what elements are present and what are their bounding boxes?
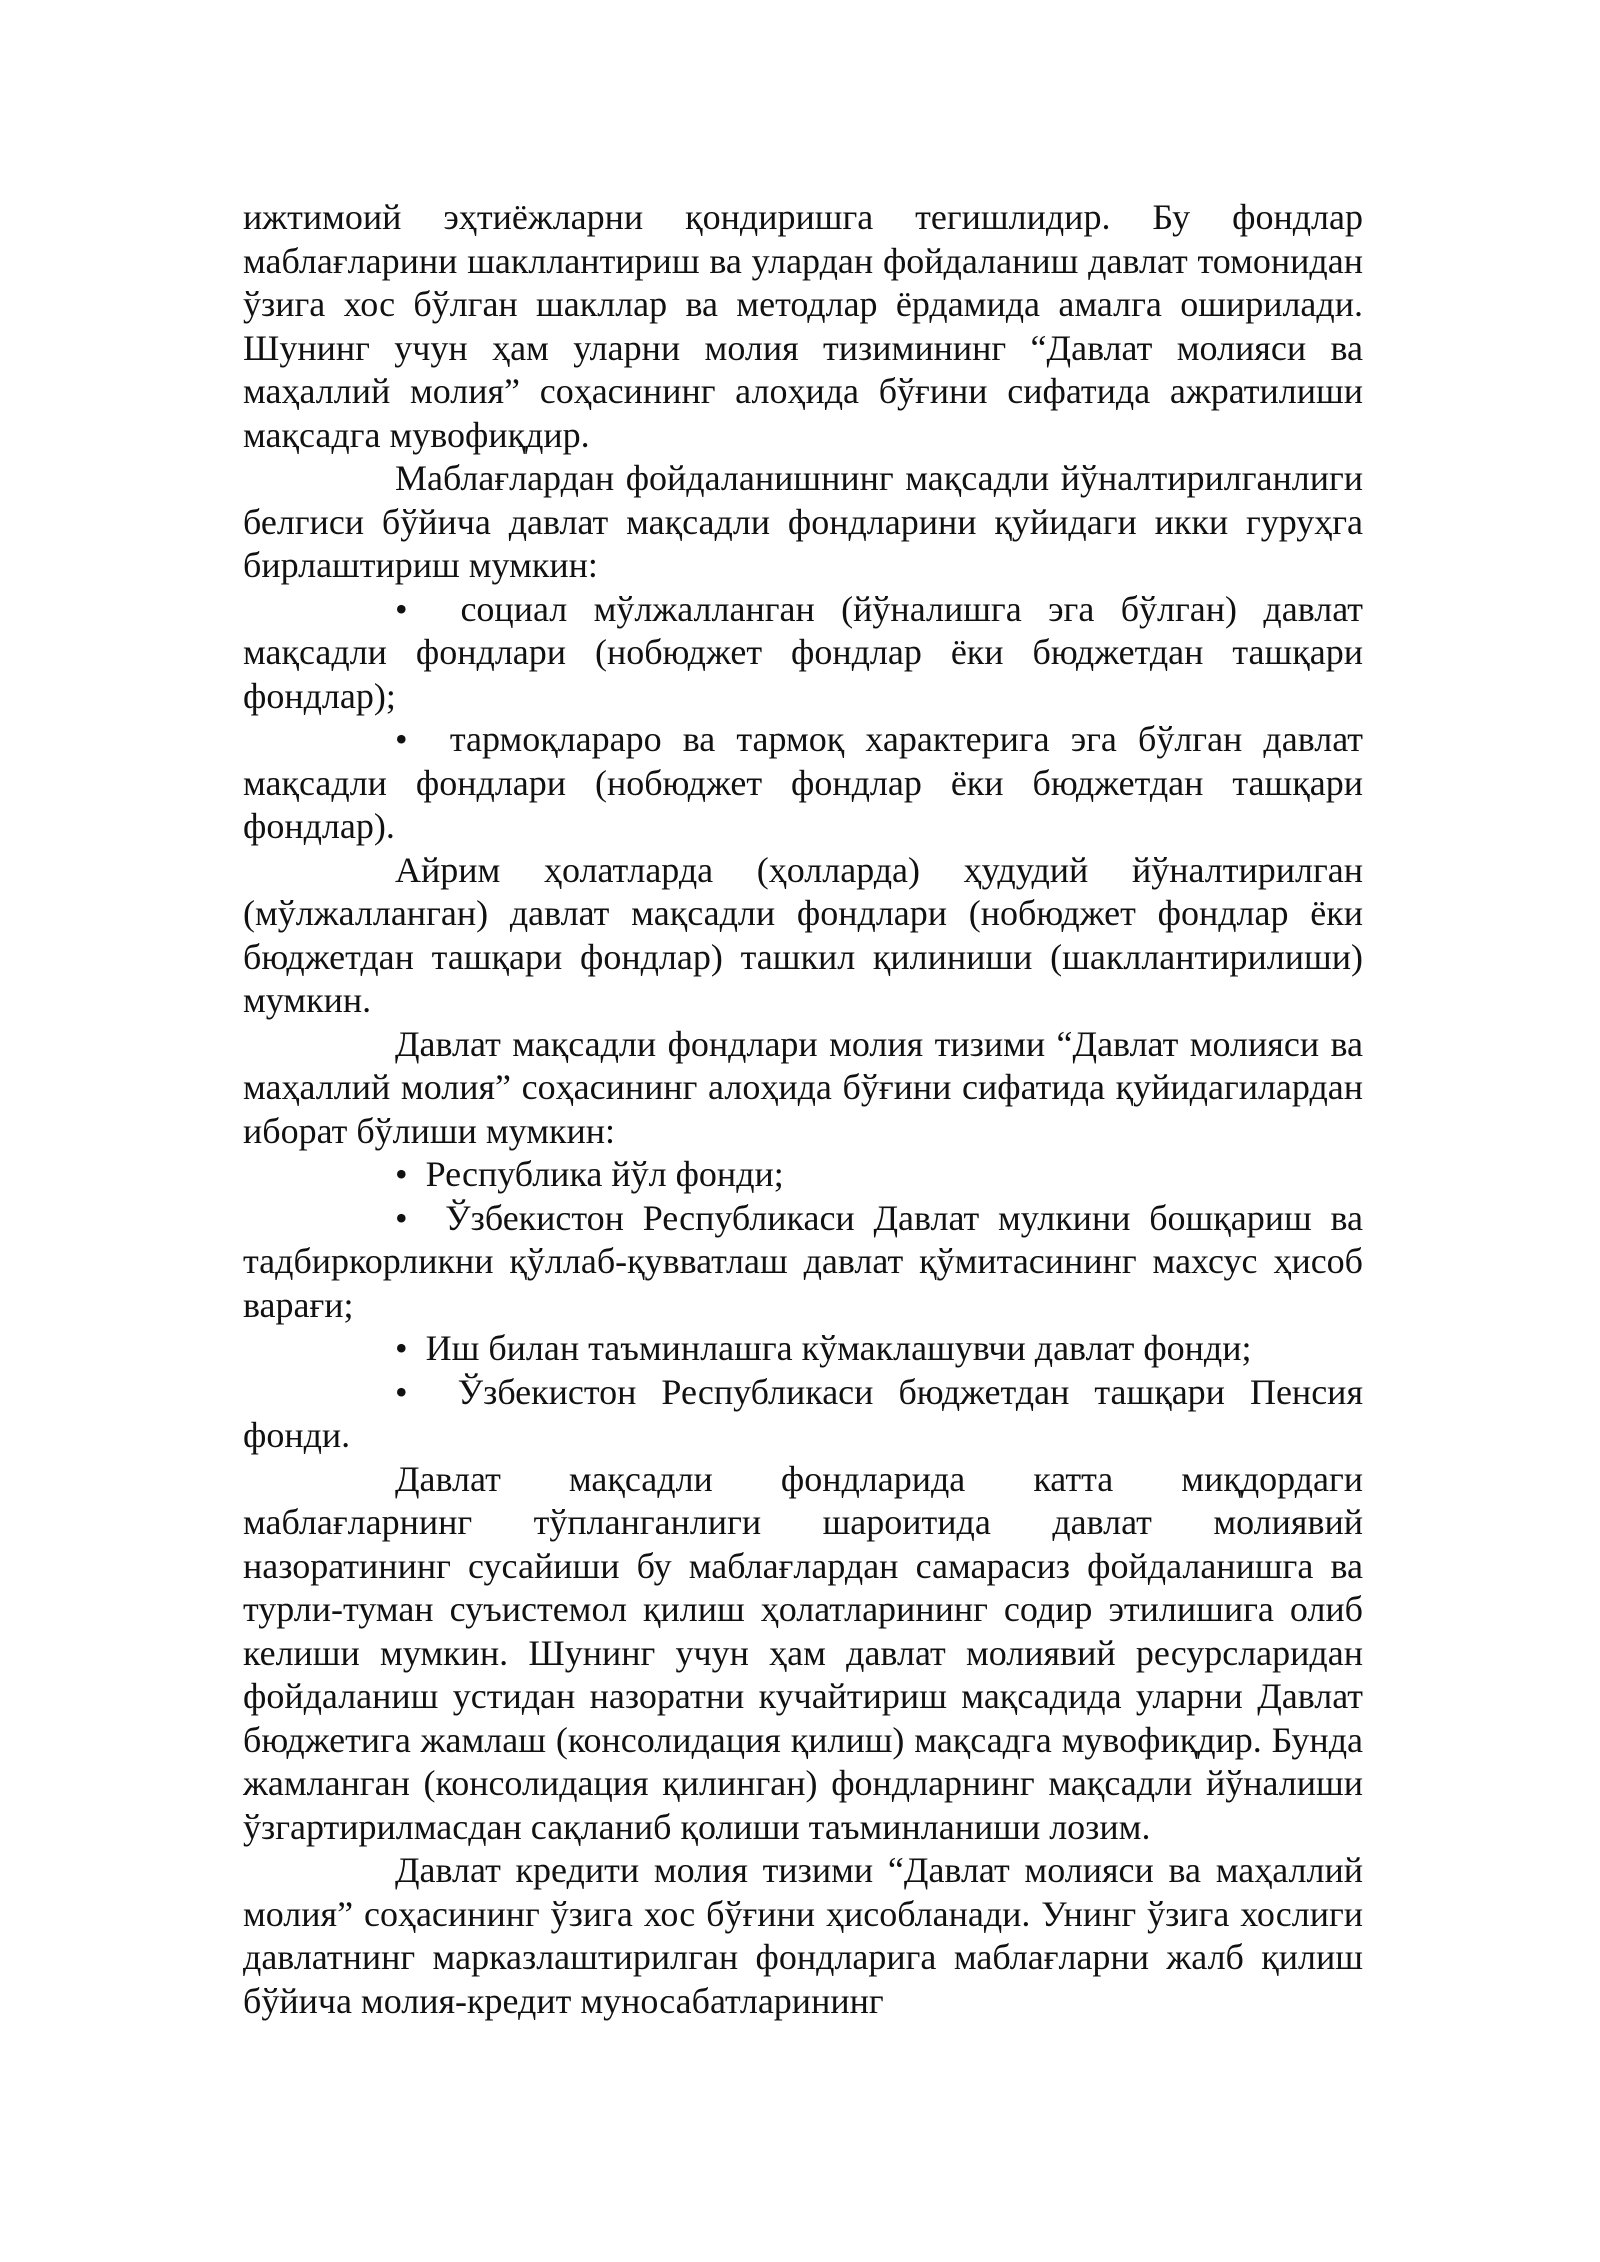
paragraph-2: Маблағлардан фойдаланишнинг мақсадли йўналтирилганлиги белгиси бўйича давлат мақсадли фондларини қуйидаги икки гуруҳга бирлаштириш мумкин: <box>243 458 1363 585</box>
document-page <box>243 196 1363 2023</box>
bullet-item-4: • Ўзбекистон Республикаси Давлат мулкини бошқариш ва тадбиркорликни қўллаб-қувватлаш давлат қўмитасининг махсус ҳисоб варағи; <box>243 1197 1363 1328</box>
bullet-item-1: • социал мўлжалланган (йўналишга эга бўлган) давлат мақсадли фондлари (нобюджет фондлар ёки бюджетдан ташқари фондлар); <box>243 588 1363 719</box>
bullet-item-2: • тармоқлараро ва тармоқ характерига эга бўлган давлат мақсадли фондлари (нобюджет фондлар ёки бюджетдан ташқари фондлар). <box>243 718 1363 849</box>
paragraph-4: Давлат мақсадли фондлари молия тизими “Давлат молияси ва маҳаллий молия” соҳасининг алоҳида бўғини сифатида қуйидагилардан иборат бўлиши мумкин: <box>243 1023 1363 1151</box>
bullet-item-3: • Республика йўл фонди; <box>243 1153 1363 1197</box>
bullet-item-5: • Иш билан таъминлашга кўмаклашувчи давлат фонди; <box>243 1327 1363 1371</box>
paragraph-6: Давлат кредити молия тизими “Давлат молияси ва маҳаллий молия” соҳасининг ўзига хос бўғини ҳисобланади. Унинг ўзига хослиги давлатнинг марказлаштирилган фондларига маблағларни жалб қилиш бўйича молия-кредит муносабатларининг <box>243 1850 1363 2021</box>
paragraph-5: Давлат мақсадли фондларида катта миқдордаги маблағларнинг тўпланганлиги шароитида давлат молиявий назоратининг сусайиши бу маблағлардан самарасиз фойдаланишга ва турли-туман суъистемол қилиш ҳолатларининг содир этилишига олиб келиши мумкин. Шунинг учун ҳам давлат молиявий ресурсларидан фойдаланиш устидан назоратни кучайтириш мақсадида уларни Давлат бюджетига жамлаш (консолидация қилиш) мақсадга мувофиқдир. Бунда жамланган (консолидация қилинган) фондларнинг мақсадли йўналиши ўзгартирилмасдан сақланиб қолиши таъминланиши лозим. <box>243 1458 1363 1847</box>
bullet-item-6: • Ўзбекистон Республикаси бюджетдан ташқари Пенсия фонди. <box>243 1371 1363 1458</box>
paragraph-1: ижтимоий эҳтиёжларни қондиришга тегишлидир. Бу фондлар маблағларини шакллантириш ва улардан фойдаланиш давлат томонидан ўзига хос бўлган шакллар ва методлар ёрдамида амалга оширилади. Шунинг учун ҳам уларни молия тизимининг “Давлат молияси ва маҳаллий молия” соҳасининг алоҳида бўғини сифатида ажратилиши мақсадга мувофиқдир. <box>243 197 1363 455</box>
paragraph-3: Айрим ҳолатларда (ҳолларда) ҳудудий йўналтирилган (мўлжалланган) давлат мақсадли фондлари (нобюджет фондлар ёки бюджетдан ташқари фондлар) ташкил қилиниши (шакллантирилиши) мумкин. <box>243 849 1363 1020</box>
